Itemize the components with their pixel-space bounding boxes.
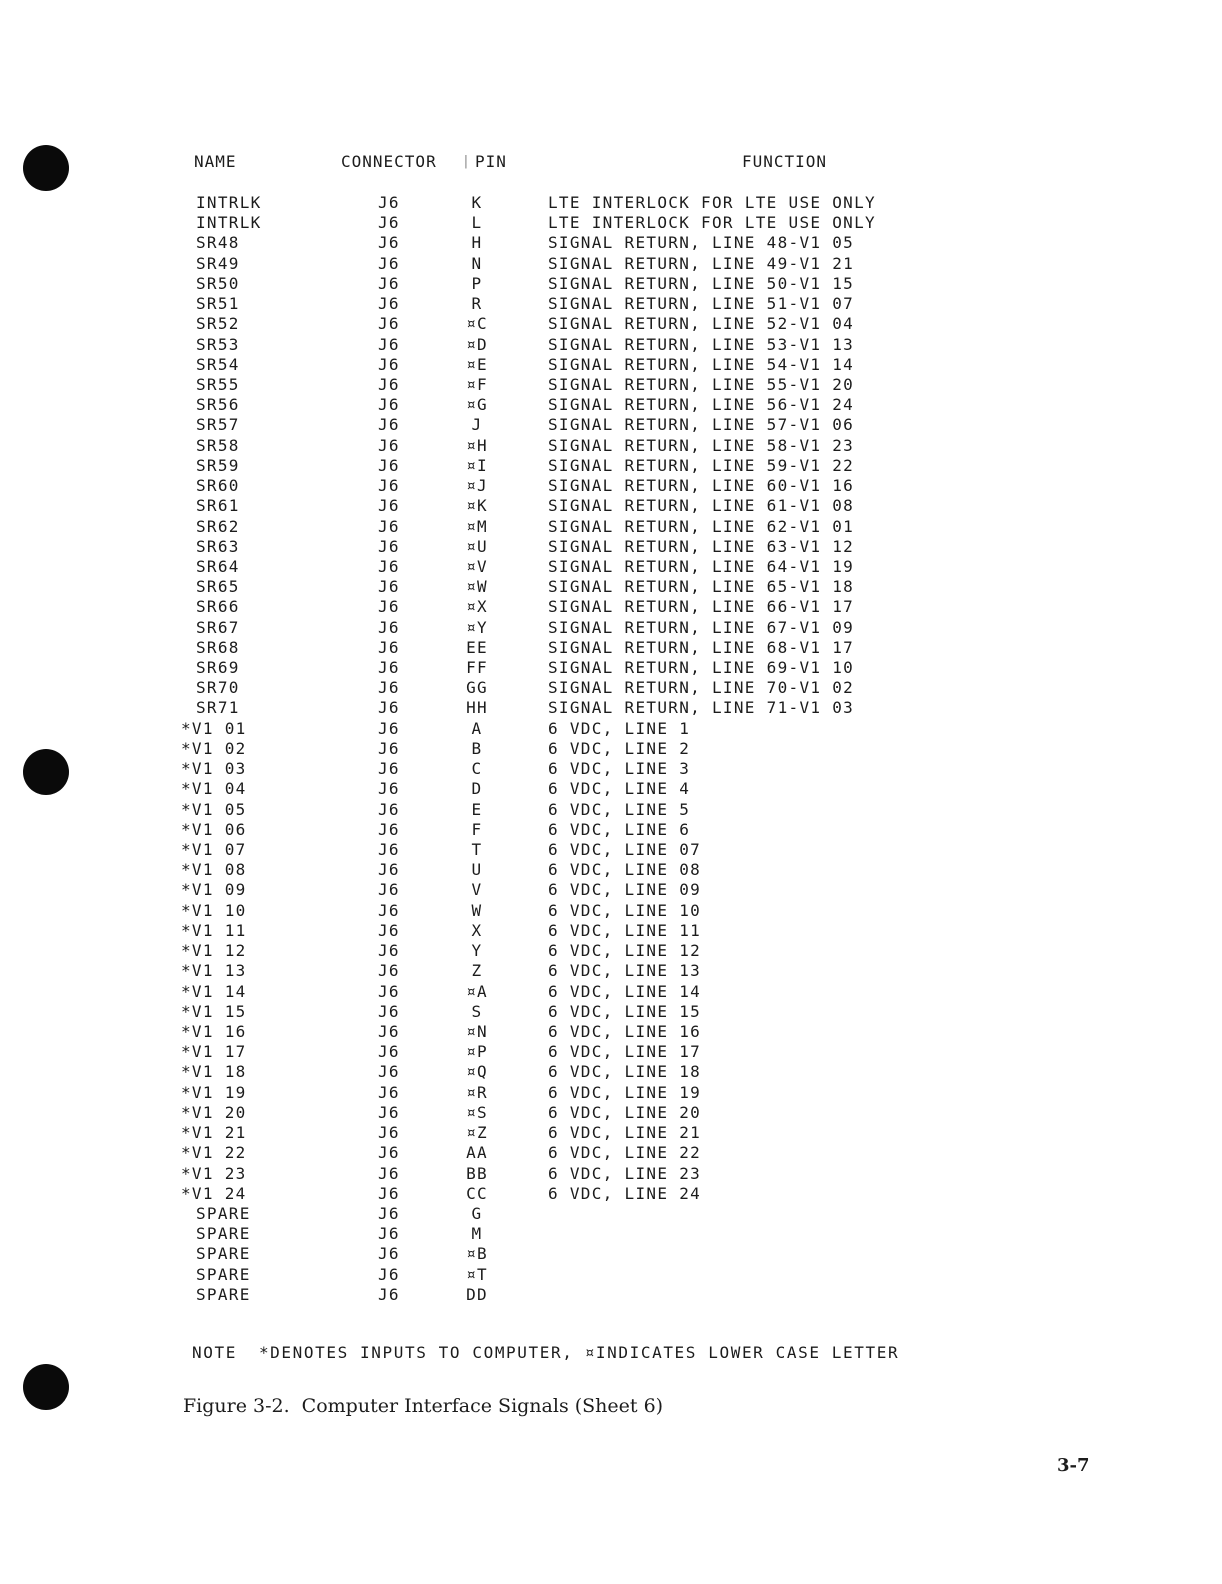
connector-cell: J6	[378, 637, 400, 657]
connector-cell: J6	[378, 374, 400, 394]
signal-name: *V1 05	[181, 799, 247, 819]
connector-cell: J6	[378, 678, 400, 698]
table-row	[0, 698, 1222, 718]
table-row	[0, 1184, 1222, 1204]
connector-cell: J6	[378, 1203, 400, 1223]
pin-cell: E	[471, 799, 483, 819]
function-cell: 6 VDC, LINE 10	[548, 900, 702, 920]
signal-name: *V1 07	[181, 840, 247, 859]
signal-name: SPARE	[196, 1224, 251, 1244]
connector-cell: J6	[378, 253, 400, 273]
connector-cell: J6	[378, 577, 400, 597]
header-separator: |	[462, 154, 471, 169]
table-row	[0, 1062, 1222, 1082]
signal-name: SR60	[196, 476, 240, 496]
pin-cell: U	[471, 860, 483, 880]
signal-name: *V1 15	[181, 1001, 247, 1021]
signal-name: SPARE	[196, 1284, 251, 1304]
connector-cell: J6	[378, 193, 400, 212]
pin-cell: P	[471, 273, 483, 293]
signal-name: *V1 03	[181, 759, 247, 779]
table-row	[0, 820, 1222, 840]
table-row	[0, 375, 1222, 395]
pin-cell: ¤X	[466, 597, 488, 617]
connector-cell: J6	[378, 273, 400, 293]
signal-name: SR68	[196, 637, 240, 657]
signal-name: SR71	[196, 698, 240, 718]
table-row	[0, 254, 1222, 274]
function-cell: SIGNAL RETURN, LINE 48-V1 05	[548, 233, 855, 253]
table-row	[0, 840, 1222, 860]
pin-cell: ¤I	[466, 455, 488, 475]
connector-cell: J6	[378, 1163, 400, 1183]
connector-cell: J6	[378, 334, 400, 354]
connector-cell: J6	[378, 860, 400, 880]
connector-cell: J6	[378, 1001, 400, 1021]
pin-cell: ¤T	[466, 1264, 488, 1284]
pin-cell: ¤U	[466, 536, 488, 556]
connector-cell: J6	[378, 840, 400, 859]
connector-cell: J6	[378, 1021, 400, 1041]
function-cell: 6 VDC, LINE 24	[548, 1183, 702, 1203]
table-row	[0, 1042, 1222, 1062]
function-cell: 6 VDC, LINE 1	[548, 718, 691, 738]
header-pin: PIN	[475, 152, 507, 171]
function-cell: 6 VDC, LINE 20	[548, 1102, 702, 1122]
function-cell: SIGNAL RETURN, LINE 71-V1 03	[548, 698, 855, 718]
table-row	[0, 800, 1222, 820]
table-row	[0, 537, 1222, 557]
table-row	[0, 678, 1222, 698]
table-row	[0, 395, 1222, 415]
function-cell: 6 VDC, LINE 15	[548, 1001, 702, 1021]
signal-name: *V1 18	[181, 1062, 247, 1082]
signal-name: *V1 09	[181, 880, 247, 900]
signal-name: SR61	[196, 496, 240, 516]
function-cell: 6 VDC, LINE 12	[548, 941, 702, 961]
signal-name: SR58	[196, 435, 240, 455]
function-cell: LTE INTERLOCK FOR LTE USE ONLY	[548, 213, 876, 233]
signal-name: *V1 16	[181, 1021, 247, 1041]
pin-cell: ¤J	[466, 476, 488, 496]
connector-cell: J6	[378, 698, 400, 718]
connector-cell: J6	[378, 1183, 400, 1203]
function-cell: 6 VDC, LINE 19	[548, 1082, 702, 1102]
function-cell: 6 VDC, LINE 13	[548, 961, 702, 981]
connector-cell: J6	[378, 1042, 400, 1062]
pin-cell: H	[471, 233, 483, 253]
table-row	[0, 1244, 1222, 1264]
table-row	[0, 517, 1222, 537]
signal-name: *V1 21	[181, 1123, 247, 1143]
pin-cell: ¤N	[466, 1021, 488, 1041]
pin-cell: ¤V	[466, 556, 488, 576]
pin-cell: G	[471, 1203, 483, 1223]
pin-cell: ¤R	[466, 1082, 488, 1102]
connector-cell: J6	[378, 941, 400, 961]
connector-cell: J6	[378, 536, 400, 556]
function-cell: SIGNAL RETURN, LINE 54-V1 14	[548, 354, 855, 374]
connector-cell: J6	[378, 1143, 400, 1163]
signal-name: SR53	[196, 334, 240, 354]
signal-name: INTRLK	[196, 213, 262, 233]
table-row	[0, 941, 1222, 961]
note-label: NOTE	[192, 1343, 237, 1362]
signal-name: INTRLK	[196, 193, 262, 212]
connector-cell: J6	[378, 435, 400, 455]
connector-cell: J6	[378, 961, 400, 981]
signal-name: SR55	[196, 374, 240, 394]
signal-name: SR66	[196, 597, 240, 617]
connector-cell: J6	[378, 1123, 400, 1143]
pin-cell: C	[471, 759, 483, 779]
table-row	[0, 1164, 1222, 1184]
header-name: NAME	[194, 152, 237, 171]
function-cell: SIGNAL RETURN, LINE 65-V1 18	[548, 577, 855, 597]
signal-name: *V1 11	[181, 920, 247, 940]
table-row	[0, 719, 1222, 739]
table-row	[0, 1103, 1222, 1123]
pin-cell: ¤W	[466, 577, 488, 597]
signal-name: SR70	[196, 678, 240, 698]
signal-name: SPARE	[196, 1244, 251, 1264]
table-row	[0, 274, 1222, 294]
function-cell: SIGNAL RETURN, LINE 70-V1 02	[548, 678, 855, 698]
pin-cell: L	[471, 213, 483, 233]
table-row	[0, 658, 1222, 678]
function-cell: 6 VDC, LINE 08	[548, 860, 702, 880]
function-cell: 6 VDC, LINE 5	[548, 799, 691, 819]
connector-cell: J6	[378, 920, 400, 940]
table-row	[0, 1083, 1222, 1103]
signal-name: SPARE	[196, 1264, 251, 1284]
table-row	[0, 638, 1222, 658]
connector-cell: J6	[378, 1224, 400, 1244]
signal-name: SPARE	[196, 1203, 251, 1223]
table-row	[0, 759, 1222, 779]
signal-name: SR63	[196, 536, 240, 556]
function-cell: 6 VDC, LINE 18	[548, 1062, 702, 1082]
connector-cell: J6	[378, 1284, 400, 1304]
binder-hole-top	[23, 145, 69, 191]
pin-cell: GG	[466, 678, 488, 698]
pin-cell: ¤G	[466, 395, 488, 415]
table-row	[0, 436, 1222, 456]
table-row	[0, 779, 1222, 799]
function-cell: 6 VDC, LINE 21	[548, 1123, 702, 1143]
signal-name: SR59	[196, 455, 240, 475]
header-connector: CONNECTOR	[341, 152, 437, 171]
signal-name: *V1 04	[181, 779, 247, 799]
connector-cell: J6	[378, 597, 400, 617]
signal-name: *V1 17	[181, 1042, 247, 1062]
connector-cell: J6	[378, 314, 400, 334]
note	[192, 1343, 899, 1362]
pin-cell: ¤Y	[466, 617, 488, 637]
pin-cell: ¤F	[466, 374, 488, 394]
pin-cell: ¤P	[466, 1042, 488, 1062]
signal-name: *V1 01	[181, 718, 247, 738]
signal-name: SR51	[196, 294, 240, 314]
connector-cell: J6	[378, 738, 400, 758]
pin-cell: ¤K	[466, 496, 488, 516]
signal-name: *V1 14	[181, 981, 247, 1001]
pin-cell: DD	[466, 1284, 488, 1304]
connector-cell: J6	[378, 1264, 400, 1284]
pin-cell: K	[471, 193, 483, 212]
function-cell: SIGNAL RETURN, LINE 61-V1 08	[548, 496, 855, 516]
function-cell: 6 VDC, LINE 16	[548, 1021, 702, 1041]
figure-number: Figure 3-2.	[183, 1395, 290, 1417]
table-row	[0, 557, 1222, 577]
function-cell: SIGNAL RETURN, LINE 58-V1 23	[548, 435, 855, 455]
table-row	[0, 597, 1222, 617]
pin-cell: ¤S	[466, 1102, 488, 1122]
signal-name: *V1 08	[181, 860, 247, 880]
table-row	[0, 355, 1222, 375]
signal-name: SR54	[196, 354, 240, 374]
pin-cell: B	[471, 738, 483, 758]
connector-cell: J6	[378, 718, 400, 738]
page-number: 3-7	[1057, 1455, 1090, 1476]
function-cell: SIGNAL RETURN, LINE 64-V1 19	[548, 556, 855, 576]
signal-table	[0, 193, 1222, 1305]
function-cell: 6 VDC, LINE 11	[548, 920, 702, 940]
table-row	[0, 1143, 1222, 1163]
connector-cell: J6	[378, 981, 400, 1001]
function-cell: 6 VDC, LINE 4	[548, 779, 691, 799]
pin-cell: X	[471, 920, 483, 940]
pin-cell: V	[471, 880, 483, 900]
table-row	[0, 233, 1222, 253]
pin-cell: D	[471, 779, 483, 799]
pin-cell: EE	[466, 637, 488, 657]
pin-cell: CC	[466, 1183, 488, 1203]
function-cell: 6 VDC, LINE 22	[548, 1143, 702, 1163]
connector-cell: J6	[378, 556, 400, 576]
connector-cell: J6	[378, 880, 400, 900]
signal-name: SR49	[196, 253, 240, 273]
signal-name: SR64	[196, 556, 240, 576]
table-row	[0, 921, 1222, 941]
signal-name: SR56	[196, 395, 240, 415]
table-row	[0, 577, 1222, 597]
figure-title: Computer Interface Signals (Sheet 6)	[301, 1395, 664, 1417]
function-cell: 6 VDC, LINE 07	[548, 840, 702, 859]
pin-cell: N	[471, 253, 483, 273]
function-cell: SIGNAL RETURN, LINE 55-V1 20	[548, 374, 855, 394]
connector-cell: J6	[378, 496, 400, 516]
connector-cell: J6	[378, 1244, 400, 1264]
signal-name: *V1 12	[181, 941, 247, 961]
signal-name: *V1 02	[181, 738, 247, 758]
pin-cell: Z	[471, 961, 483, 981]
table-row	[0, 335, 1222, 355]
table-row	[0, 618, 1222, 638]
signal-name: SR62	[196, 516, 240, 536]
table-row	[0, 213, 1222, 233]
function-cell: SIGNAL RETURN, LINE 69-V1 10	[548, 658, 855, 678]
function-cell: SIGNAL RETURN, LINE 49-V1 21	[548, 253, 855, 273]
pin-cell: M	[471, 1224, 483, 1244]
table-row	[0, 294, 1222, 314]
pin-cell: T	[471, 840, 483, 859]
signal-name: *V1 10	[181, 900, 247, 920]
connector-cell: J6	[378, 455, 400, 475]
function-cell: 6 VDC, LINE 2	[548, 738, 691, 758]
connector-cell: J6	[378, 395, 400, 415]
table-row	[0, 476, 1222, 496]
function-cell: SIGNAL RETURN, LINE 66-V1 17	[548, 597, 855, 617]
table-row	[0, 456, 1222, 476]
table-row	[0, 496, 1222, 516]
table-row	[0, 193, 1222, 213]
function-cell: SIGNAL RETURN, LINE 56-V1 24	[548, 395, 855, 415]
pin-cell: S	[471, 1001, 483, 1021]
function-cell: SIGNAL RETURN, LINE 59-V1 22	[548, 455, 855, 475]
pin-cell: F	[471, 819, 483, 839]
table-row	[0, 415, 1222, 435]
function-cell: SIGNAL RETURN, LINE 50-V1 15	[548, 273, 855, 293]
pin-cell: ¤E	[466, 354, 488, 374]
header-function: FUNCTION	[742, 152, 828, 171]
signal-name: *V1 22	[181, 1143, 247, 1163]
table-row	[0, 739, 1222, 759]
table-row	[0, 982, 1222, 1002]
pin-cell: HH	[466, 698, 488, 718]
function-cell: 6 VDC, LINE 14	[548, 981, 702, 1001]
connector-cell: J6	[378, 1102, 400, 1122]
connector-cell: J6	[378, 900, 400, 920]
table-row	[0, 1002, 1222, 1022]
signal-name: *V1 19	[181, 1082, 247, 1102]
table-row	[0, 1285, 1222, 1305]
signal-name: SR65	[196, 577, 240, 597]
connector-cell: J6	[378, 617, 400, 637]
function-cell: SIGNAL RETURN, LINE 63-V1 12	[548, 536, 855, 556]
table-row	[0, 1265, 1222, 1285]
connector-cell: J6	[378, 354, 400, 374]
function-cell: 6 VDC, LINE 09	[548, 880, 702, 900]
connector-cell: J6	[378, 799, 400, 819]
connector-cell: J6	[378, 1082, 400, 1102]
function-cell: SIGNAL RETURN, LINE 53-V1 13	[548, 334, 855, 354]
pin-cell: AA	[466, 1143, 488, 1163]
table-row	[0, 1022, 1222, 1042]
function-cell: 6 VDC, LINE 17	[548, 1042, 702, 1062]
connector-cell: J6	[378, 213, 400, 233]
function-cell: SIGNAL RETURN, LINE 51-V1 07	[548, 294, 855, 314]
connector-cell: J6	[378, 294, 400, 314]
connector-cell: J6	[378, 1062, 400, 1082]
function-cell: SIGNAL RETURN, LINE 52-V1 04	[548, 314, 855, 334]
function-cell: SIGNAL RETURN, LINE 68-V1 17	[548, 637, 855, 657]
figure-caption	[183, 1395, 663, 1417]
connector-cell: J6	[378, 658, 400, 678]
signal-name: SR52	[196, 314, 240, 334]
function-cell: SIGNAL RETURN, LINE 57-V1 06	[548, 415, 855, 435]
connector-cell: J6	[378, 476, 400, 496]
pin-cell: ¤M	[466, 516, 488, 536]
signal-name: SR57	[196, 415, 240, 435]
table-row	[0, 1224, 1222, 1244]
function-cell: SIGNAL RETURN, LINE 60-V1 16	[548, 476, 855, 496]
pin-cell: ¤B	[466, 1244, 488, 1264]
signal-name: *V1 23	[181, 1163, 247, 1183]
table-row	[0, 1123, 1222, 1143]
signal-name: SR67	[196, 617, 240, 637]
signal-name: *V1 13	[181, 961, 247, 981]
connector-cell: J6	[378, 233, 400, 253]
table-row	[0, 901, 1222, 921]
pin-cell: ¤H	[466, 435, 488, 455]
pin-cell: A	[471, 718, 483, 738]
table-row	[0, 314, 1222, 334]
signal-name: SR50	[196, 273, 240, 293]
function-cell: SIGNAL RETURN, LINE 62-V1 01	[548, 516, 855, 536]
function-cell: SIGNAL RETURN, LINE 67-V1 09	[548, 617, 855, 637]
pin-cell: ¤D	[466, 334, 488, 354]
signal-name: *V1 06	[181, 819, 247, 839]
table-row	[0, 1204, 1222, 1224]
connector-cell: J6	[378, 415, 400, 435]
pin-cell: W	[471, 900, 483, 920]
pin-cell: ¤A	[466, 981, 488, 1001]
pin-cell: ¤C	[466, 314, 488, 334]
function-cell: 6 VDC, LINE 3	[548, 759, 691, 779]
signal-name: SR69	[196, 658, 240, 678]
function-cell: 6 VDC, LINE 6	[548, 819, 691, 839]
signal-name: *V1 24	[181, 1183, 247, 1203]
pin-cell: J	[471, 415, 483, 435]
note-text: *DENOTES INPUTS TO COMPUTER, ¤INDICATES LOWER CASE LETTER	[258, 1343, 900, 1362]
pin-cell: R	[471, 294, 483, 314]
table-row	[0, 880, 1222, 900]
pin-cell: ¤Q	[466, 1062, 488, 1082]
signal-name: SR48	[196, 233, 240, 253]
function-cell: LTE INTERLOCK FOR LTE USE ONLY	[548, 193, 876, 212]
pin-cell: BB	[466, 1163, 488, 1183]
table-row	[0, 860, 1222, 880]
pin-cell: FF	[466, 658, 488, 678]
connector-cell: J6	[378, 759, 400, 779]
pin-cell: Y	[471, 941, 483, 961]
signal-name: *V1 20	[181, 1102, 247, 1122]
connector-cell: J6	[378, 516, 400, 536]
binder-hole-bottom	[23, 1364, 69, 1410]
connector-cell: J6	[378, 779, 400, 799]
function-cell: 6 VDC, LINE 23	[548, 1163, 702, 1183]
connector-cell: J6	[378, 819, 400, 839]
table-row	[0, 961, 1222, 981]
pin-cell: ¤Z	[466, 1123, 488, 1143]
